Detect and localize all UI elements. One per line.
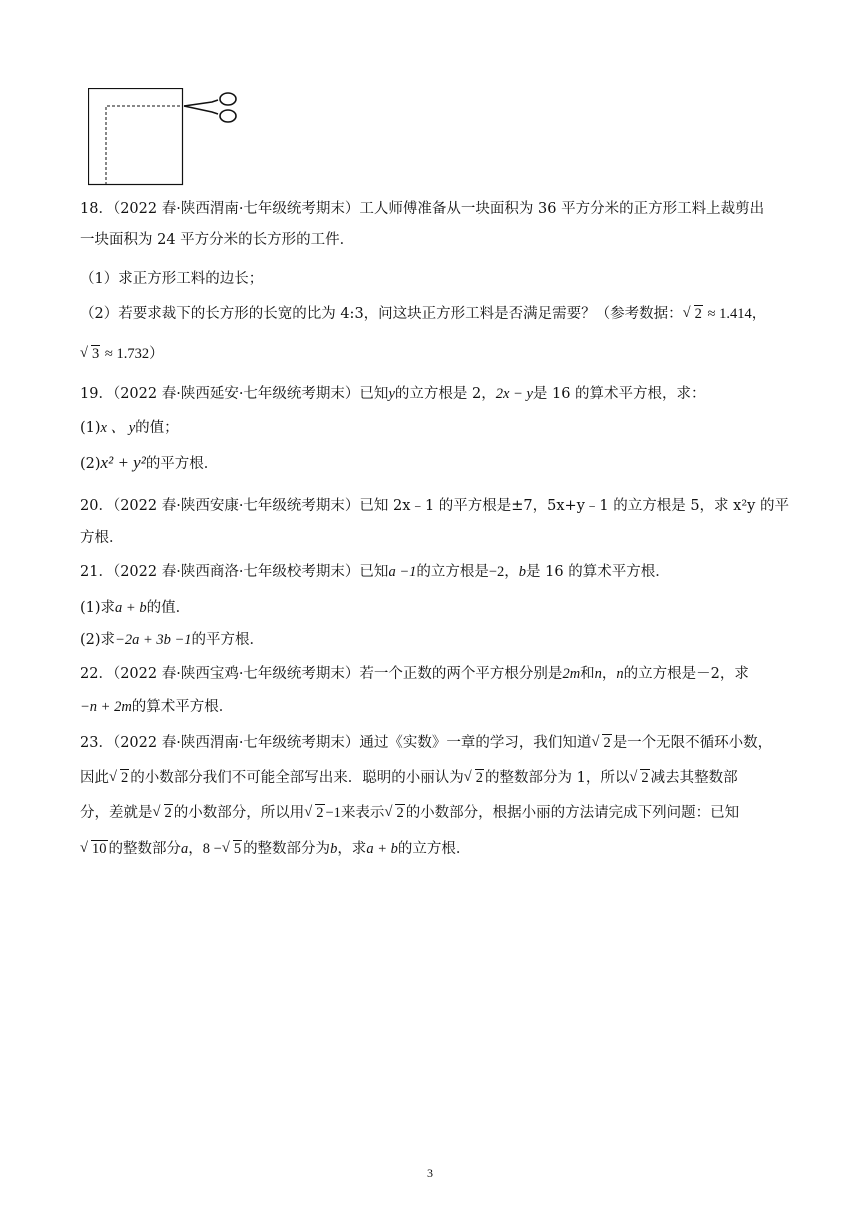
dashed-cut-line (106, 106, 183, 185)
q23-line-1: 23．（2022 春·陕西渭南·七年级统考期末）通过《实数》一章的学习，我们知道√ 2 是一个无限不循环小数， (80, 733, 772, 753)
q19-sub-1: (1)x 、 y的值； (80, 420, 179, 436)
q21-sub-1: (1)求a + b的值． (80, 600, 191, 616)
q19-line-1: 19．（2022 春·陕西延安·七年级统考期末）已知y的立方根是 2，2x − y是 16 的算术平方根，求： (80, 386, 706, 402)
q18-sub-1: （1）求正方形工料的边长； (80, 271, 264, 287)
q23-line-4: √ 10 的整数部分a，8 −√ 5 的整数部分为b，求a + b的立方根． (80, 839, 470, 859)
q20-line-1: 20．（2022 春·陕西安康·七年级统考期末）已知 2x﹣1 的平方根是±7，5x+y﹣1 的立方根是 5，求 x²y 的平 (80, 498, 789, 514)
q23-line-2: 因此√ 2 的小数部分我们不可能全部写出来．聪明的小丽认为√ 2 的整数部分为 1，所以√ 2 减去其整数部 (80, 768, 738, 788)
q18-sub-2-cont: √ 3 ≈ 1.732） (80, 344, 164, 364)
sqrt-3-ref: √ 3 (80, 344, 100, 364)
q21-sub-2: (2)求−2a + 3b −1的平方根． (80, 632, 265, 648)
q22-line-2: −n + 2m的算术平方根． (80, 699, 234, 715)
scissors-icon (184, 93, 236, 122)
sqrt-2-ref: √ 2 (683, 304, 703, 324)
square-outline (89, 89, 183, 185)
q22-line-1: 22．（2022 春·陕西宝鸡·七年级统考期末）若一个正数的两个平方根分别是2m和n，n的立方根是－2，求 (80, 666, 749, 682)
q18-line-1: 18．（2022 春·陕西渭南·七年级统考期末）工人师傅准备从一块面积为 36 平方分米的正方形工料上裁剪出 (80, 201, 765, 217)
q20-line-2: 方根． (80, 530, 124, 546)
cutting-figure (88, 88, 248, 188)
q19-sub-2: (2)x² + y²的平方根． (80, 453, 219, 472)
q23-line-3: 分，差就是√ 2 的小数部分，所以用√ 2 −1来表示√ 2 的小数部分，根据小丽的方法请完成下列问题：已知 (80, 803, 739, 823)
q18-sub-2: （2）若要求裁下的长方形的长宽的比为 4:3，问这块正方形工料是否满足需要？（参考数据：√ 2 ≈ 1.414， (80, 304, 766, 324)
q18-line-2: 一块面积为 24 平方分米的长方形的工件． (80, 232, 355, 248)
q21-line-1: 21．（2022 春·陕西商洛·七年级校考期末）已知a −1的立方根是−2，b是 16 的算术平方根． (80, 564, 670, 580)
page-number: 3 (427, 1166, 433, 1180)
